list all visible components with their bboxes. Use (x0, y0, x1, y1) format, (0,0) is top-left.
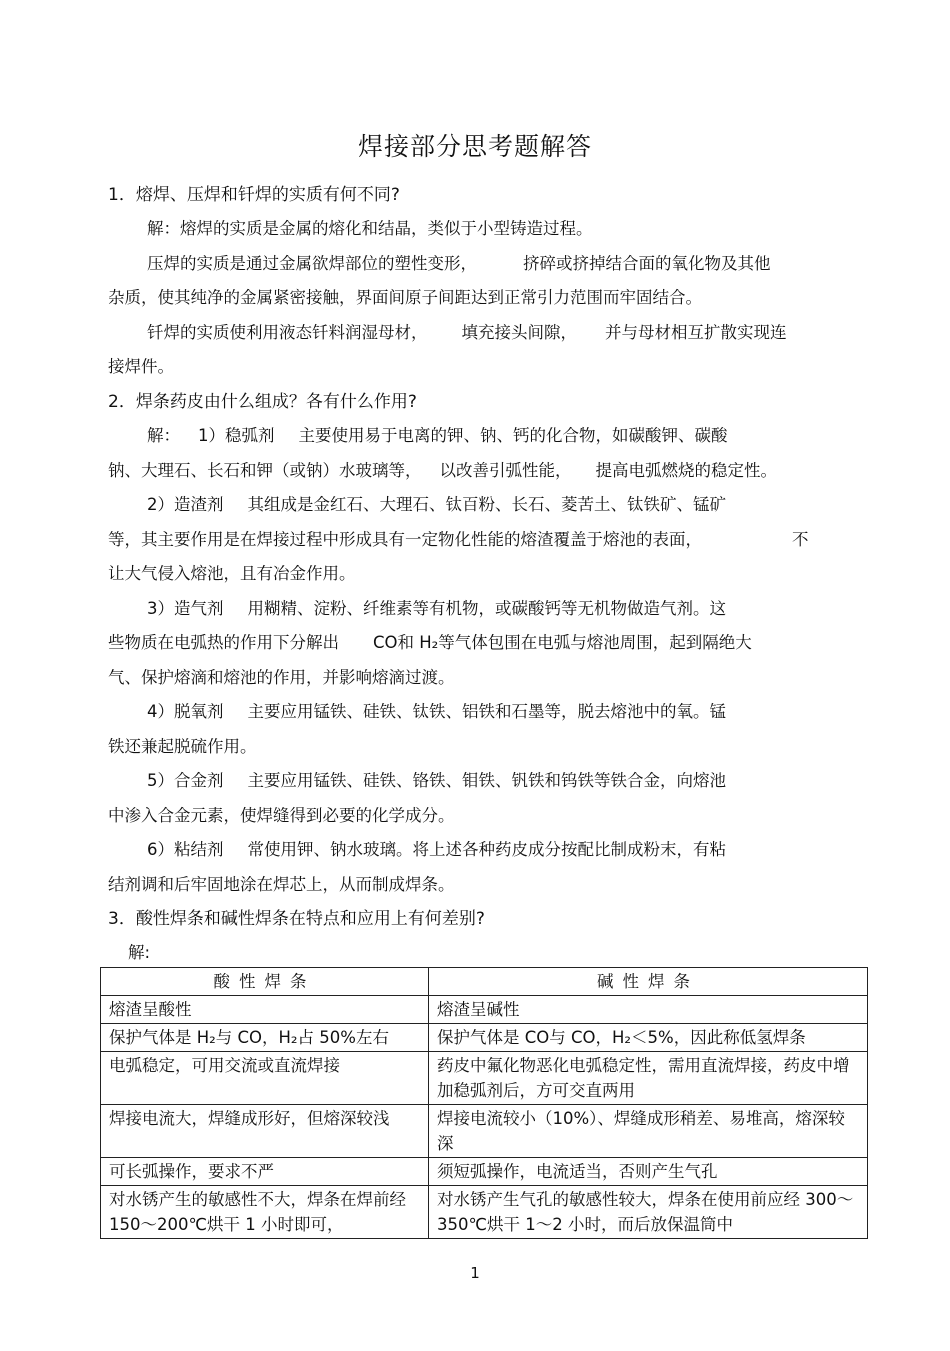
table-cell: 熔渣呈酸性 (101, 996, 429, 1024)
answer-2-deoxidizer: 4）脱氧剂 主要应用锰铁、硅铁、钛铁、铝铁和石墨等，脱去熔池中的氧。锰 (147, 702, 726, 721)
answer-1-line-5: 接焊件。 (108, 357, 174, 376)
electrode-comparison-table (100, 967, 868, 1239)
answer-1-line-3: 杂质，使其纯净的金属紧密接触，界面间原子间距达到正常引力范围而牢固结合。 (108, 288, 702, 307)
question-3: 3．酸性焊条和碱性焊条在特点和应用上有何差别? (108, 909, 485, 929)
answer-2-stabilizer: 解： 1）稳弧剂 主要使用易于电离的钾、钠、钙的化合物，如碳酸钾、碳酸 (147, 426, 728, 445)
answer-2-slag: 2）造渣剂 其组成是金红石、大理石、钛百粉、长石、菱苦土、钛铁矿、锰矿 (147, 495, 726, 514)
table-row (101, 1158, 868, 1186)
question-1: 1．熔焊、压焊和钎焊的实质有何不同? (108, 185, 400, 205)
table-row (101, 1024, 868, 1052)
answer-1-line-2: 压焊的实质是通过金属欲焊部位的塑性变形， 挤碎或挤掉结合面的氧化物及其他 (147, 254, 771, 273)
answer-2-gas-cont: 些物质在电弧热的作用下分解出 CO和 H₂等气体包围在电弧与熔池周围，起到隔绝大 (108, 633, 752, 652)
answer-3-label: 解: (128, 943, 151, 962)
page-title: 焊接部分思考题解答 (357, 132, 592, 161)
table-cell: 电弧稳定，可用交流或直流焊接 (101, 1052, 429, 1105)
table-cell: 保护气体是 CO与 CO，H₂＜5%，因此称低氢焊条 (429, 1024, 868, 1052)
table-cell: 对水锈产生的敏感性不大，焊条在焊前经 150～200℃烘干 1 小时即可， (101, 1186, 429, 1239)
table-cell: 药皮中氟化物恶化电弧稳定性，需用直流焊接，药皮中增加稳弧剂后，方可交直两用 (429, 1052, 868, 1105)
table-cell: 熔渣呈碱性 (429, 996, 868, 1024)
table-cell: 保护气体是 H₂与 CO，H₂占 50%左右 (101, 1024, 429, 1052)
table-header-acid: 酸性焊条 (101, 968, 429, 996)
table-row (101, 1105, 868, 1158)
table-cell: 焊接电流较小（10%）、焊缝成形稍差、易堆高，熔深较深 (429, 1105, 868, 1158)
answer-2-alloy-cont: 中渗入合金元素，使焊缝得到必要的化学成分。 (108, 806, 455, 825)
table-row (101, 1052, 868, 1105)
table-header-basic: 碱性焊条 (429, 968, 868, 996)
table-cell: 对水锈产生气孔的敏感性较大，焊条在使用前应经 300～350℃烘干 1～2 小时，而后放保温筒中 (429, 1186, 868, 1239)
answer-1-line-4: 钎焊的实质使利用液态钎料润湿母材， 填充接头间隙， 并与母材相互扩散实现连 (147, 323, 787, 342)
table-cell: 可长弧操作，要求不严 (101, 1158, 429, 1186)
answer-2-gas-end: 气、保护熔滴和熔池的作用，并影响熔滴过渡。 (108, 668, 455, 687)
answer-2-gas: 3）造气剂 用糊精、淀粉、纤维素等有机物，或碳酸钙等无机物做造气剂。这 (147, 599, 726, 618)
answer-2-binder: 6）粘结剂 常使用钾、钠水玻璃。将上述各种药皮成分按配比制成粉末，有粘 (147, 840, 726, 859)
table-row (101, 1186, 868, 1239)
answer-2-binder-cont: 结剂调和后牢固地涂在焊芯上，从而制成焊条。 (108, 875, 455, 894)
table-row (101, 996, 868, 1024)
answer-1-line-1: 解：熔焊的实质是金属的熔化和结晶，类似于小型铸造过程。 (147, 219, 593, 238)
table-header-row (101, 968, 868, 996)
answer-2-deoxidizer-cont: 铁还兼起脱硫作用。 (108, 737, 257, 756)
answer-2-alloy: 5）合金剂 主要应用锰铁、硅铁、铬铁、钼铁、钒铁和钨铁等铁合金，向熔池 (147, 771, 726, 790)
answer-2-slag-end: 让大气侵入熔池，且有冶金作用。 (108, 564, 356, 583)
table-cell: 焊接电流大，焊缝成形好，但熔深较浅 (101, 1105, 429, 1158)
table-cell: 须短弧操作，电流适当，否则产生气孔 (429, 1158, 868, 1186)
answer-2-slag-cont: 等，其主要作用是在焊接过程中形成具有一定物化性能的熔渣覆盖于熔池的表面， 不 (108, 530, 809, 549)
question-2: 2．焊条药皮由什么组成？各有什么作用? (108, 392, 417, 412)
answer-2-stabilizer-cont: 钠、大理石、长石和钾（或钠）水玻璃等， 以改善引弧性能， 提高电弧燃烧的稳定性。 (108, 461, 777, 480)
page-number: 1 (470, 1264, 480, 1282)
